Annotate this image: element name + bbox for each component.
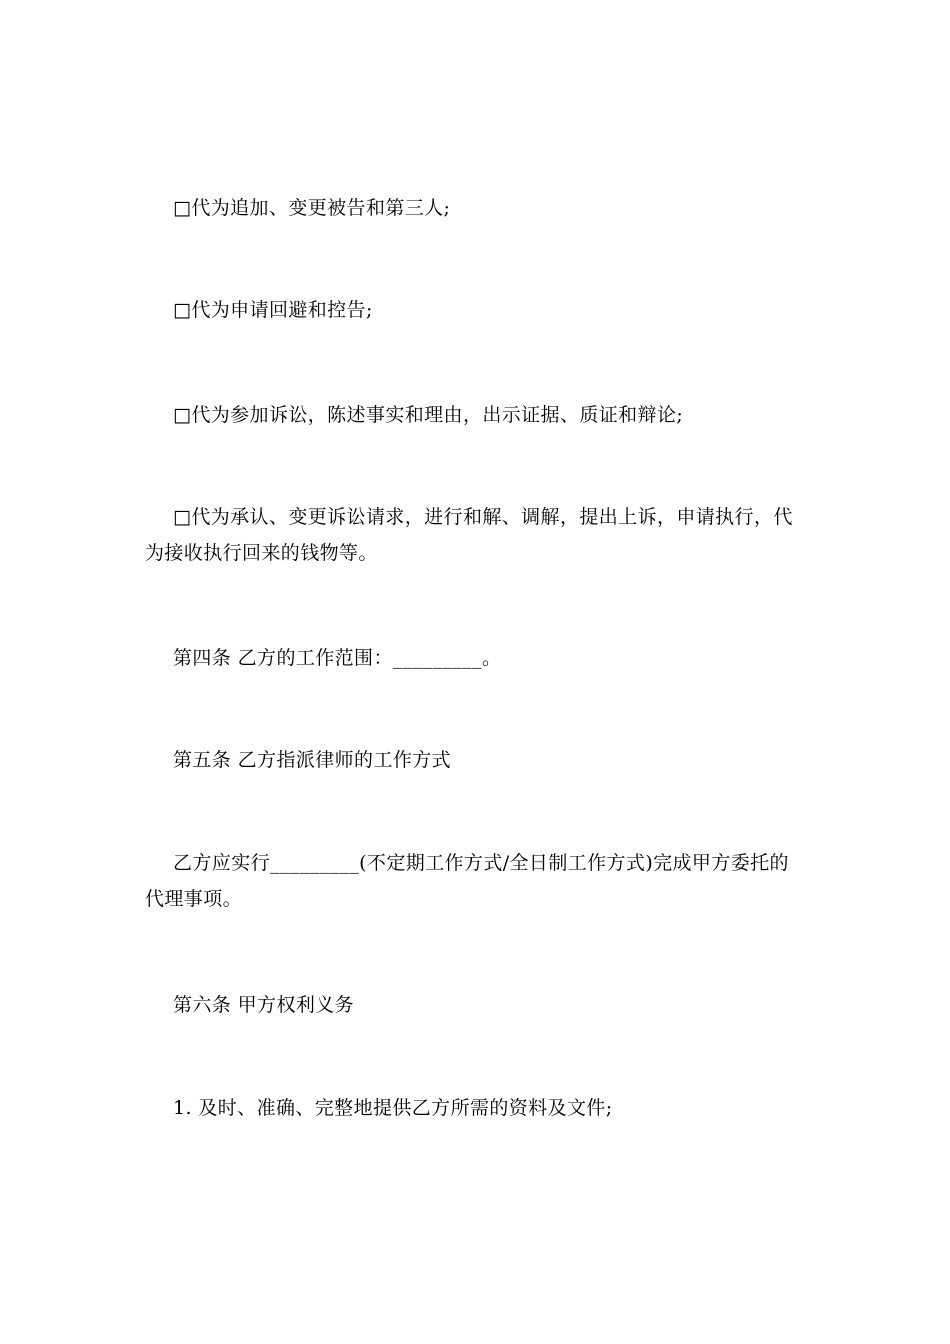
article-5-heading: 第五条 乙方指派律师的工作方式 bbox=[173, 749, 452, 771]
paragraph-work-method: 乙方应实行_________(不定期工作方式/全日制工作方式)完成甲方委托的代理事项。 bbox=[145, 852, 789, 910]
paragraph-admit-change-claims: □代为承认、变更诉讼请求，进行和解、调解，提出上诉，申请执行，代为接收执行回来的钱物等。 bbox=[145, 506, 793, 564]
article-4-scope-of-work: 第四条 乙方的工作范围：_________。 bbox=[173, 647, 502, 669]
article-6-heading: 第六条 甲方权利义务 bbox=[173, 994, 355, 1016]
paragraph-add-defendant: □代为追加、变更被告和第三人; bbox=[173, 197, 451, 219]
paragraph-apply-recusal: □代为申请回避和控告; bbox=[173, 299, 373, 321]
paragraph-participate-litigation: □代为参加诉讼，陈述事实和理由，出示证据、质证和辩论; bbox=[173, 404, 684, 426]
paragraph-provide-materials: 1. 及时、准确、完整地提供乙方所需的资料及文件; bbox=[173, 1097, 613, 1119]
